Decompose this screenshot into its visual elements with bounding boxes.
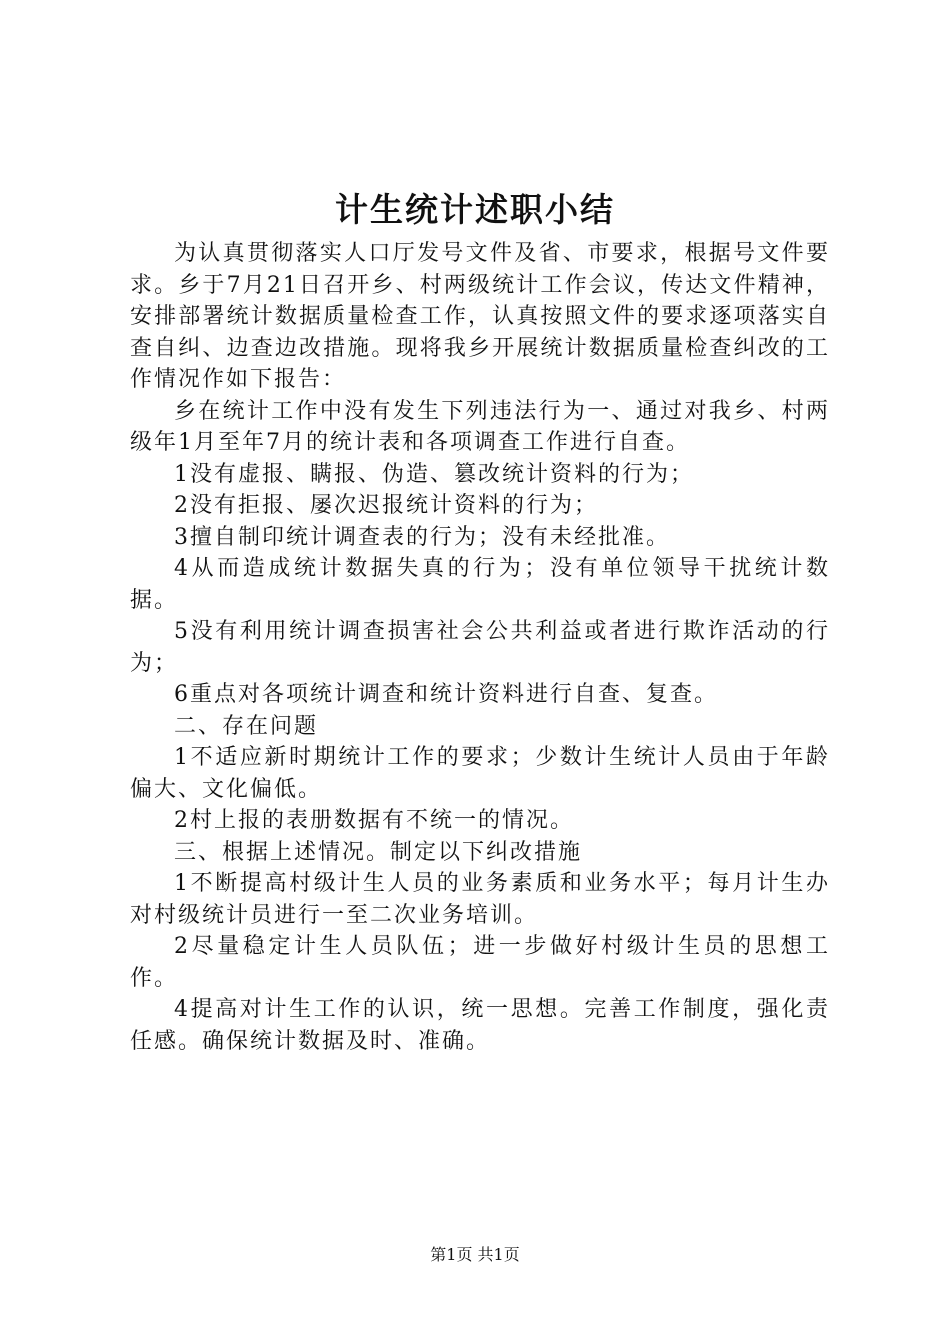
- paragraph-item-4: 4从而造成统计数据失真的行为；没有单位领导干扰统计数据。: [130, 556, 830, 613]
- paragraph-item-3: 3擅自制印统计调查表的行为；没有未经批准。: [174, 524, 670, 550]
- paragraph-measure-1: 1不断提高村级计生人员的业务素质和业务水平；每月计生办对村级统计员进行一至二次业务培训。: [130, 871, 830, 928]
- paragraph-item-2: 2没有拒报、屡次迟报统计资料的行为；: [174, 493, 598, 518]
- page-footer: 第1页 共1页: [430, 1245, 520, 1264]
- section-heading-problems: 二、存在问题: [174, 713, 319, 739]
- paragraph-item-6: 6重点对各项统计调查和统计资料进行自查、复查。: [174, 682, 718, 707]
- document-body: [130, 238, 830, 1057]
- paragraph-self-check: 乡在统计工作中没有发生下列违法行为一、通过对我乡、村两级年1月至年7月的统计表和各项调查工作进行自查。: [130, 398, 830, 455]
- paragraph-item-5: 5没有利用统计调查损害社会公共利益或者进行欺诈活动的行为；: [130, 619, 830, 676]
- paragraph-measure-4: 4提高对计生工作的认识，统一思想。完善工作制度，强化责任感。确保统计数据及时、准确。: [130, 997, 830, 1054]
- section-heading-measures: 三、根据上述情况。制定以下纠改措施: [174, 839, 583, 865]
- paragraph-item-1: 1没有虚报、瞒报、伪造、篡改统计资料的行为；: [174, 461, 694, 487]
- paragraph-intro: 为认真贯彻落实人口厅发号文件及省、市要求，根据号文件要求。乡于7月21日召开乡、村两级统计工作会议，传达文件精神，安排部署统计数据质量检查工作，认真按照文件的要求逐项落实自查自纠、边查边改措施。现将我乡开展统计数据质量检查纠改的工作情况作如下报告：: [130, 241, 830, 392]
- document-title: 计生统计述职小结: [335, 190, 615, 229]
- paragraph-problem-1: 1不适应新时期统计工作的要求；少数计生统计人员由于年龄偏大、文化偏低。: [130, 745, 830, 802]
- paragraph-problem-2: 2村上报的表册数据有不统一的情况。: [174, 808, 574, 833]
- paragraph-measure-2: 2尽量稳定计生人员队伍；进一步做好村级计生员的思想工作。: [130, 934, 830, 991]
